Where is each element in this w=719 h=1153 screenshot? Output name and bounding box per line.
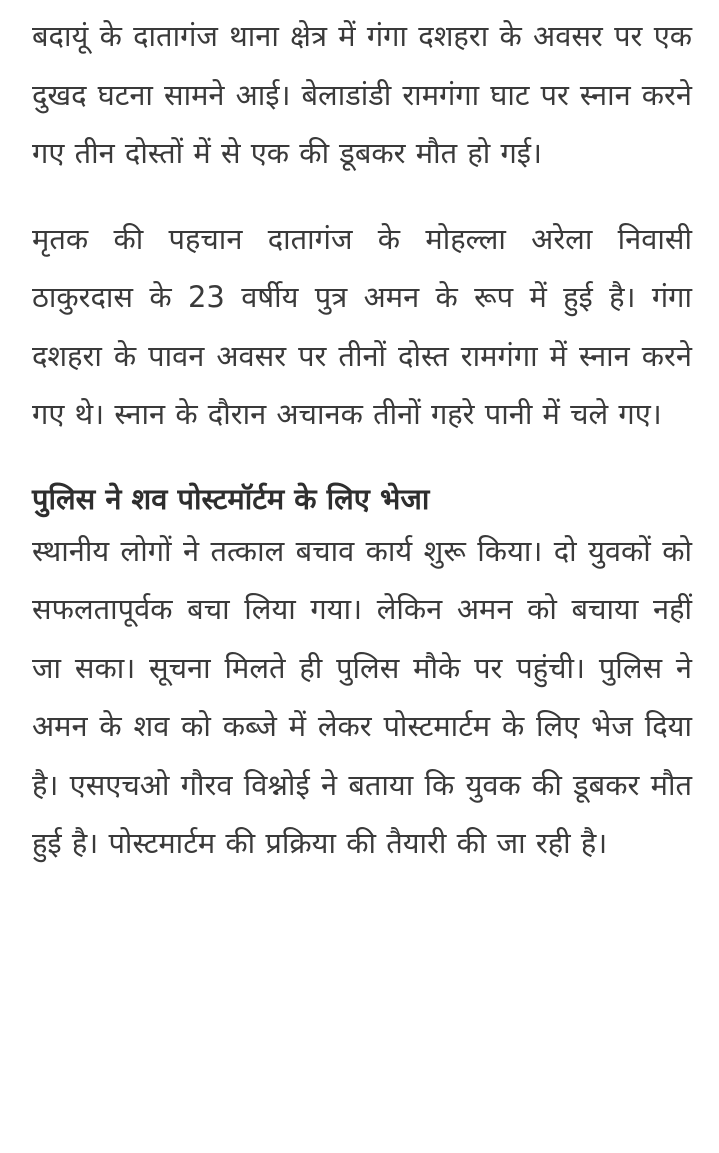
article-paragraph-intro: बदायूं के दातागंज थाना क्षेत्र में गंगा दशहरा के अवसर पर एक दुखद घटना सामने आई। बेलाडांडी रामगंगा घाट पर स्नान करने गए तीन दोस्तों में से एक की डूबकर मौत हो गई। xyxy=(32,19,692,170)
article-paragraph-police-action: स्थानीय लोगों ने तत्काल बचाव कार्य शुरू किया। दो युवकों को सफलतापूर्वक बचा लिया गया। लेकिन अमन को बचाया नहीं जा सका। सूचना मिलते ही पुलिस मौके पर पहुंची। पुलिस ने अमन के शव को कब्जे में लेकर पोस्टमार्टम के लिए भेज दिया है। एसएचओ गौरव विश्नोई ने बताया कि युवक की डूबकर मौत हुई है। पोस्टमार्टम की प्रक्रिया की तैयारी की जा रही है। xyxy=(32,533,692,860)
article-body xyxy=(32,0,692,873)
article-subheading: पुलिस ने शव पोस्टमॉर्टम के लिए भेजा xyxy=(32,481,430,516)
article-paragraph-victim-details: मृतक की पहचान दातागंज के मोहल्ला अरेला निवासी ठाकुरदास के 23 वर्षीय पुत्र अमन के रूप में हुई है। गंगा दशहरा के पावन अवसर पर तीनों दोस्त रामगंगा में स्नान करने गए थे। स्नान के दौरान अचानक तीनों गहरे पानी में चले गए। xyxy=(32,221,692,431)
